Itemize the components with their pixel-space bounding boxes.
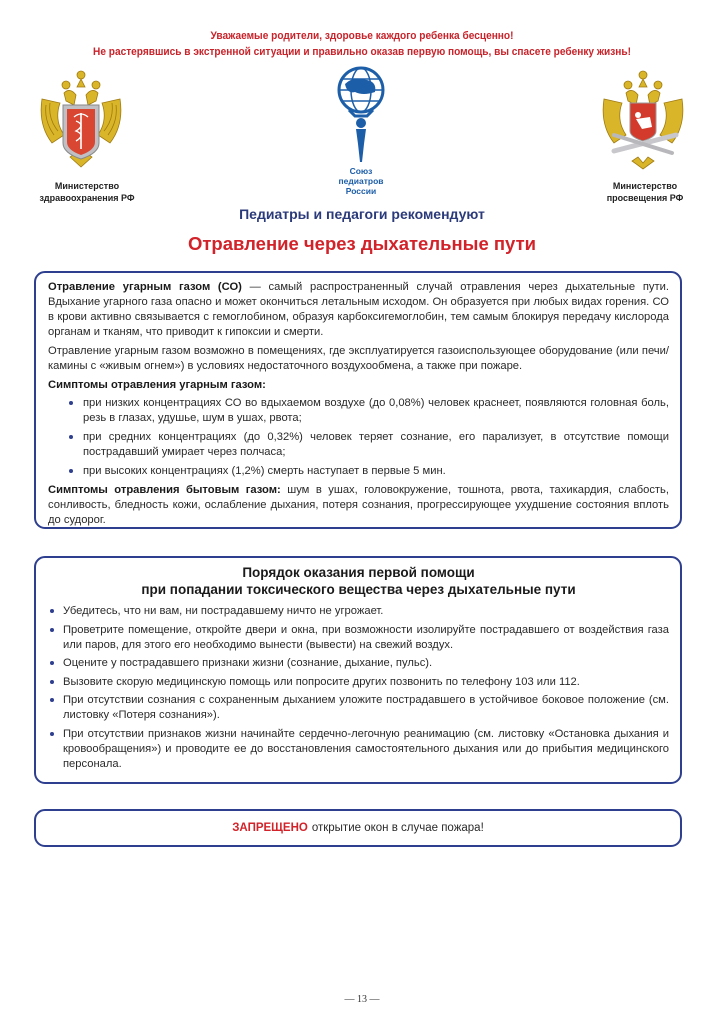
- co-symptoms-heading: Симптомы отравления угарным газом:: [48, 379, 266, 391]
- caption-line: педиатров: [338, 176, 384, 186]
- list-item: При отсутствии сознания с сохраненным дыханием уложите пострадавшего в устойчивое боковое положение (см. листовку «Потеря сознания»).: [63, 694, 669, 721]
- gas-symptoms-heading: Симптомы отравления бытовым газом:: [48, 484, 281, 496]
- list-item: при высоких концентрациях (1,2%) смерть наступает в первые 5 мин.: [83, 464, 669, 479]
- first-aid-title: [48, 564, 669, 598]
- warning-text: открытие окон в случае пожара!: [311, 822, 484, 834]
- intro-text: — самый распространенный случай отравления через дыхательные пути. Вдыхание угарного газа опасно и может окончиться летальным исходом. Он образуется при любых видах горения. СО в крови активно связывается с гемоглобином, образуя карбоксигемоглобин, тем самым блокируя передачу кислорода органам и тканям, что приводит к гипоксии и смерти.: [48, 281, 669, 338]
- list-item: Вызовите скорую медицинскую помощь или попросите других позвонить по телефону 103 или 112.: [63, 675, 669, 690]
- list-item: При отсутствии признаков жизни начинайте сердечно-легочную реанимацию (см. листовку «Остановка дыхания и кровообращения») и проводите ее до восстановления самостоятельного дыхания или до прибытия медицинского персонала.: [63, 727, 669, 770]
- first-aid-title-line-2: при попадании токсического вещества через дыхательные пути: [141, 582, 576, 597]
- co-symptoms-list: [48, 396, 669, 479]
- page-number: — 13 —: [344, 994, 380, 1005]
- gas-symptoms-text: шум в ушах, головокружение, тошнота, рвота, тахикардия, слабость, сонливость, бледность кожи, ослабление дыхания, потеря сознания, прогрессирующее ухудшение состояния вплоть до судорог.: [48, 484, 669, 526]
- caption-line: просвещения РФ: [606, 193, 684, 203]
- gas-symptoms-paragraph: [48, 483, 669, 528]
- coat-of-arms-health-ministry-icon: [30, 65, 132, 175]
- list-item: Оцените у пострадавшего признаки жизни (сознание, дыхание, пульс).: [63, 656, 669, 671]
- caption-line: Союз: [349, 166, 373, 176]
- caption-line: Министерство: [54, 181, 120, 191]
- conditions-paragraph: Отравление угарным газом возможно в помещениях, где эксплуатируется газоиспользующее оборудование (или печи/камины с «живым огнем») в условиях недостаточного воздухообмена, а также при пожаре.: [48, 345, 669, 372]
- list-item: при средних концентрациях (до 0,32%) человек теряет сознание, его парализует, в отсутствие помощи пострадавший умирает через полчаса;: [83, 431, 669, 458]
- caption-line: Министерство: [612, 181, 678, 191]
- warning-bold: ЗАПРЕЩЕНО: [232, 822, 308, 834]
- coat-of-arms-education-ministry-icon: [592, 65, 694, 175]
- first-aid-steps-list: [48, 604, 669, 772]
- education-ministry-caption: [580, 180, 710, 204]
- list-item: Убедитесь, что ни вам, ни пострадавшему ничто не угрожает.: [63, 604, 669, 619]
- health-ministry-caption: [22, 180, 152, 204]
- page-title: Отравление через дыхательные пути: [187, 233, 536, 254]
- list-item: Проветрите помещение, откройте двери и окна, при возможности изолируйте пострадавшего от воздействия газа или паров, для этого его необходимо вынести (вывести) на свежий воздух.: [63, 623, 669, 651]
- pediatricians-union-globe-icon: [333, 66, 389, 164]
- pediatricians-union-caption: [321, 166, 401, 196]
- intro-bold: Отравление угарным газом (СО): [48, 281, 242, 293]
- caption-line: России: [345, 186, 377, 196]
- header-line-1: Уважаемые родители, здоровье каждого ребенка бесценно!: [210, 30, 514, 42]
- list-item: при низких концентрациях СО во вдыхаемом воздухе (до 0,08%) человек краснеет, появляются головная боль, резь в глазах, удушье, шум в ушах, рвота;: [83, 397, 669, 424]
- header-line-2: Не растерявшись в экстренной ситуации и правильно оказав первую помощь, вы спасете ребенку жизнь!: [93, 46, 631, 58]
- warning-box: [34, 809, 682, 847]
- co-poisoning-info-box: [34, 271, 682, 529]
- subtitle: Педиатры и педагоги рекомендуют: [239, 206, 485, 222]
- caption-line: здравоохранения РФ: [39, 193, 135, 203]
- first-aid-box: [34, 556, 682, 784]
- intro-paragraph: [48, 280, 669, 340]
- first-aid-title-line-1: Порядок оказания первой помощи: [242, 565, 475, 580]
